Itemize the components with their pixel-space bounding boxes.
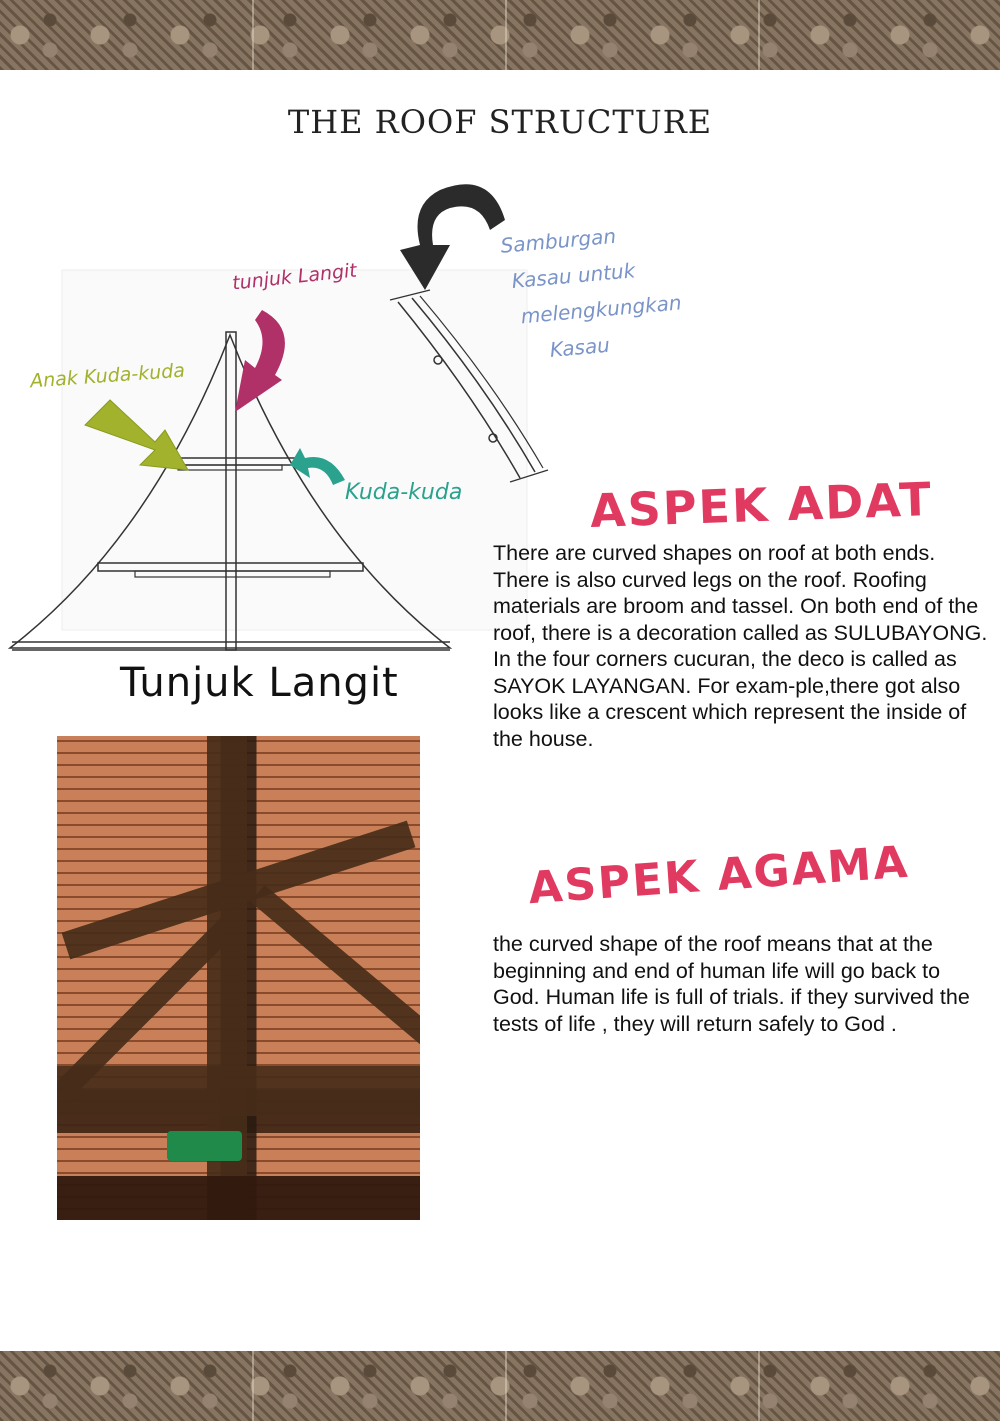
label-samburgan: Samburgan Kasau untuk melengkungkan Kasau [499,223,683,362]
heading-aspek-agama: ASPEK AGAMA [526,836,911,915]
page-title: THE ROOF STRUCTURE [287,103,713,141]
top-decorative-border [0,0,1000,70]
label-kuda-kuda: Kuda-kuda [345,480,463,505]
heading-aspek-adat: ASPEK ADAT [589,472,934,538]
label-anak-kuda-kuda: Anak Kuda-kuda [29,359,186,393]
paragraph-aspek-agama: the curved shape of the roof means that at the beginning and end of human life will go back to God. Human life is full of trials. if they survived the tests of life , they will return safely to God . [493,932,970,1036]
bottom-decorative-border [0,1351,1000,1421]
roof-interior-photo [57,736,420,1220]
label-tunjuk-langit: tunjuk Langit [231,259,358,295]
diagram-caption: Tunjuk Langit [120,660,399,706]
paragraph-aspek-adat: There are curved shapes on roof at both ends. There is also curved legs on the roof. Roofing materials are broom and tassel. On both end of the roof, there is a decoration called as SULUBAYONG. In the four corners cucuran, the deco is called as SAYOK LAYANGAN. For exam-ple,there got also looks like a crescent which represent the inside of the house. [493,541,988,751]
